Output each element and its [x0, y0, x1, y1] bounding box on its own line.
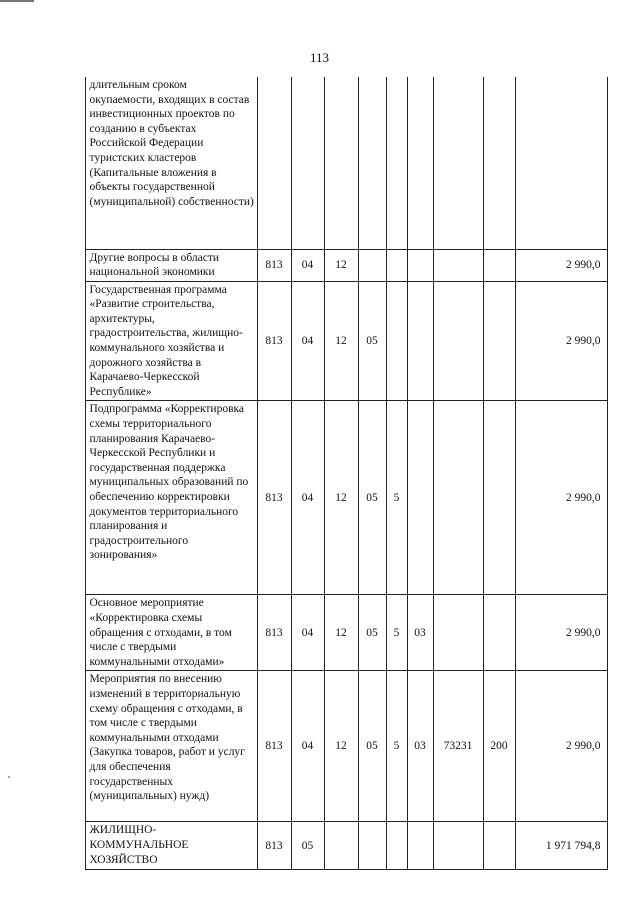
row-vr-cell	[483, 281, 515, 401]
row-number-cell	[59, 281, 85, 401]
row-csr4-cell	[433, 401, 483, 595]
row-amount-cell: 2 990,0	[515, 671, 607, 822]
row-ved-cell: 813	[257, 595, 291, 671]
row-csr2-cell: 5	[386, 671, 407, 822]
row-rz-cell: 04	[291, 281, 324, 401]
row-csr1-cell: 05	[358, 281, 386, 401]
row-amount-cell: 2 990,0	[515, 281, 607, 401]
row-csr3-cell: 03	[407, 595, 433, 671]
row-amount-cell	[515, 77, 607, 249]
row-csr1-cell	[358, 249, 386, 281]
row-vr-cell: 200	[483, 671, 515, 822]
row-csr2-cell: 5	[386, 595, 407, 671]
scan-speck	[8, 776, 10, 778]
row-csr4-cell	[433, 595, 483, 671]
row-vr-cell	[483, 249, 515, 281]
row-csr3-cell	[407, 822, 433, 870]
row-vr-cell	[483, 595, 515, 671]
row-csr1-cell: 05	[358, 401, 386, 595]
row-csr2-cell	[386, 822, 407, 870]
row-ved-cell: 813	[257, 249, 291, 281]
row-rz-cell: 04	[291, 595, 324, 671]
row-csr2-cell	[386, 249, 407, 281]
row-csr1-cell	[358, 822, 386, 870]
row-csr3-cell: 03	[407, 671, 433, 822]
row-ved-cell: 813	[257, 281, 291, 401]
row-pr-cell: 12	[324, 671, 358, 822]
row-number-cell	[59, 595, 85, 671]
row-csr4-cell	[433, 77, 483, 249]
row-amount-cell: 2 990,0	[515, 595, 607, 671]
budget-table	[59, 77, 608, 870]
row-csr3-cell	[407, 249, 433, 281]
page-number: 113	[309, 50, 330, 65]
row-ved-cell: 813	[257, 401, 291, 595]
table-row	[59, 671, 607, 822]
table-row	[59, 595, 607, 671]
row-amount-cell: 2 990,0	[515, 249, 607, 281]
row-csr3-cell	[407, 281, 433, 401]
row-number-cell	[59, 822, 85, 870]
row-csr4-cell: 73231	[433, 671, 483, 822]
row-csr4-cell	[433, 822, 483, 870]
row-csr2-cell	[386, 77, 407, 249]
row-name-cell: Государственная программа «Развитие строительства, архитектуры, градостроительства, жилищно-коммунального хозяйства и дорожного хозяйства в Карачаево-Черкесской Республике»	[85, 281, 257, 401]
row-ved-cell: 813	[257, 671, 291, 822]
row-ved-cell	[257, 77, 291, 249]
row-csr4-cell	[433, 249, 483, 281]
row-amount-cell: 1 971 794,8	[515, 822, 607, 870]
row-number-cell	[59, 401, 85, 595]
row-csr2-cell	[386, 281, 407, 401]
corner-scan-mark	[0, 0, 34, 2]
row-name-cell: длительным сроком окупаемости, входящих в состав инвестиционных проектов по созданию в субъектах Российской Федерации туристских кластеров (Капитальные вложения в объекты государственной (муниципальной) собственности)	[85, 77, 257, 249]
row-rz-cell: 05	[291, 822, 324, 870]
row-name-cell: Мероприятия по внесению изменений в территориальную схему обращения с отходами, в том числе с твердыми коммунальными отходами (Закупка товаров, работ и услуг для обеспечения государственных (муниципальных) нужд)	[85, 671, 257, 822]
row-csr3-cell	[407, 77, 433, 249]
row-pr-cell: 12	[324, 281, 358, 401]
row-csr1-cell: 05	[358, 671, 386, 822]
table-row	[59, 401, 607, 595]
row-rz-cell: 04	[291, 249, 324, 281]
row-name-cell: ЖИЛИЩНО-КОММУНАЛЬНОЕ ХОЗЯЙСТВО	[85, 822, 257, 870]
row-csr2-cell: 5	[386, 401, 407, 595]
row-csr4-cell	[433, 281, 483, 401]
table-row	[59, 77, 607, 249]
row-pr-cell: 12	[324, 249, 358, 281]
table-row	[59, 281, 607, 401]
row-pr-cell	[324, 822, 358, 870]
table-row	[59, 249, 607, 281]
row-pr-cell: 12	[324, 401, 358, 595]
row-name-cell: Основное мероприятие «Корректировка схемы обращения с отходами, в том числе с твердыми коммунальными отходами»	[85, 595, 257, 671]
row-rz-cell: 04	[291, 401, 324, 595]
row-name-cell: Подпрограмма «Корректировка схемы территориального планирования Карачаево-Черкесской Республики и государственная поддержка муниципальных образований по обеспечению корректировки документов территориального планирования и градостроительного зонирования»	[85, 401, 257, 595]
row-rz-cell: 04	[291, 671, 324, 822]
row-vr-cell	[483, 77, 515, 249]
row-rz-cell	[291, 77, 324, 249]
table-row	[59, 822, 607, 870]
row-name-cell: Другие вопросы в области национальной экономики	[85, 249, 257, 281]
row-number-cell	[59, 671, 85, 822]
row-amount-cell: 2 990,0	[515, 401, 607, 595]
row-pr-cell	[324, 77, 358, 249]
row-vr-cell	[483, 822, 515, 870]
row-csr1-cell: 05	[358, 595, 386, 671]
row-number-cell	[59, 77, 85, 249]
row-pr-cell: 12	[324, 595, 358, 671]
row-csr1-cell	[358, 77, 386, 249]
row-csr3-cell	[407, 401, 433, 595]
row-vr-cell	[483, 401, 515, 595]
row-ved-cell: 813	[257, 822, 291, 870]
row-number-cell	[59, 249, 85, 281]
